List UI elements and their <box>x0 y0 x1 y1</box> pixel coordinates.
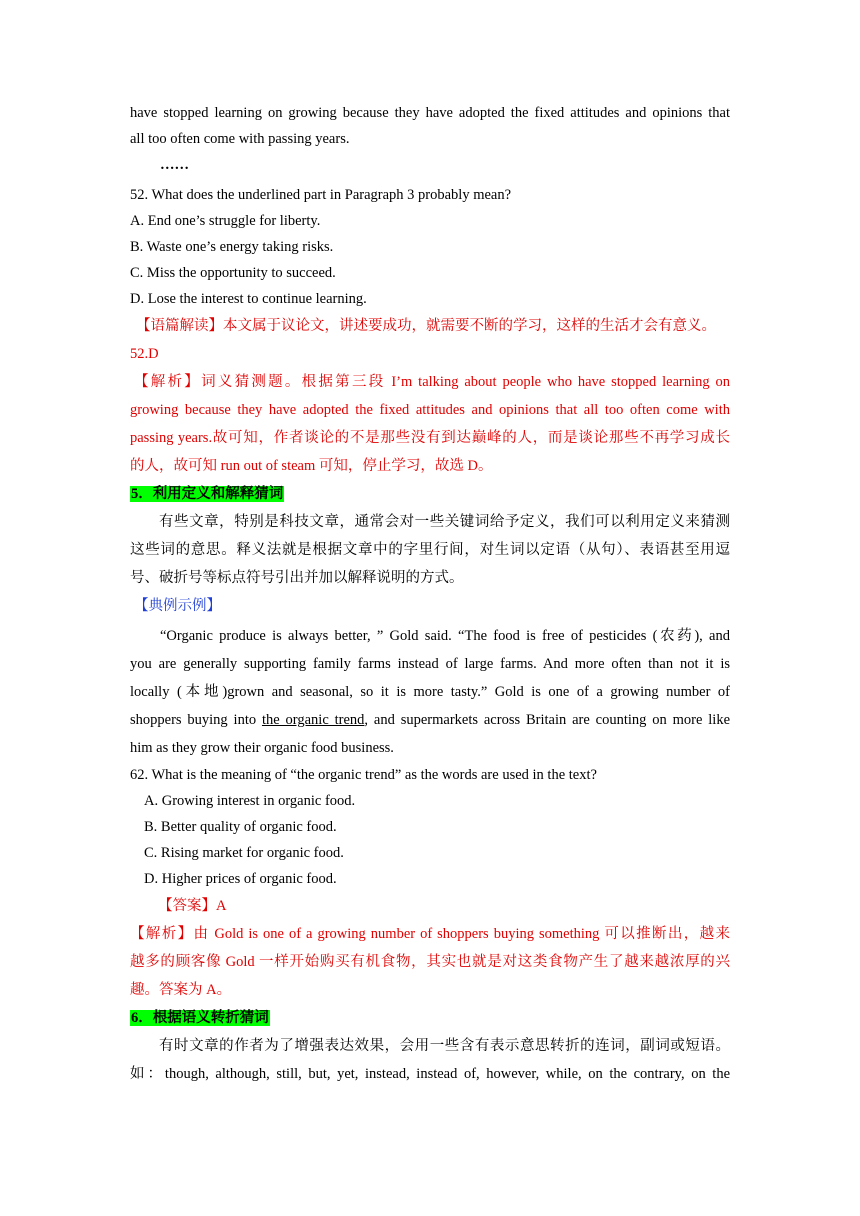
q52-analysis-line1 <box>130 368 730 396</box>
q62-option-d: D. Higher prices of organic food. <box>144 871 337 887</box>
q62-analysis-line1: 【解析】由 Gold is one of a growing number of shoppers buying something 可以推断出，越来 <box>130 926 730 942</box>
section5-para-line1: 有些文章，特别是科技文章，通常会对一些关键词给予定义，我们可以利用定义来猜测 <box>159 514 730 530</box>
example-line4-pre: shoppers buying into <box>130 712 262 728</box>
q52-question: 52. What does the underlined part in Paragraph 3 probably mean? <box>130 187 512 203</box>
q52-analysis-line2: growing because they have adopted the fixed attitudes and opinions that all too often come with <box>130 402 730 418</box>
q52-option-c: C. Miss the opportunity to succeed. <box>130 265 336 281</box>
example-line5: him as they grow their organic food business. <box>130 740 394 756</box>
q52-option-b: B. Waste one’s energy taking risks. <box>130 239 334 255</box>
reading-text: 本文属于议论文，讲述要成功，就需要不断的学习，这样的生活才会有意义。 <box>223 318 716 334</box>
example-line3: locally (本地)grown and seasonal, so it is more tasty.” Gold is one of a growing number of <box>130 684 730 700</box>
section5-heading: 5．利用定义和解释猜词 <box>131 486 284 502</box>
section6-heading: 6．根据语义转折猜词 <box>131 1010 269 1026</box>
underlined-phrase: the organic trend <box>261 712 365 728</box>
reading-label: 【语篇解读】 <box>136 318 223 334</box>
q52-answer: 52.D <box>130 346 159 362</box>
q52-reading <box>130 312 730 340</box>
q62-option-c: C. Rising market for organic food. <box>144 845 344 861</box>
section5-para-line2: 这些词的意思。释义法就是根据文章中的字里行间，对生词以定语（从句）、表语甚至用逗 <box>130 542 730 558</box>
document-page <box>130 100 730 1088</box>
q62-answer: 【答案】A <box>158 898 227 914</box>
p1-line2: all too often come with passing years. <box>130 131 350 147</box>
section6-heading-row <box>130 1004 730 1032</box>
example-line4-post: , and supermarkets across Britain are counting on more like <box>364 712 731 728</box>
q62-option-b: B. Better quality of organic food. <box>144 819 337 835</box>
section6-para-line1: 有时文章的作者为了增强表达效果，会用一些含有表示意思转折的连词，副词或短语。 <box>159 1038 730 1054</box>
p1-line1: have stopped learning on growing because they have adopted the fixed attitudes and opinions that <box>130 105 730 121</box>
q62-option-a: A. Growing interest in organic food. <box>144 793 356 809</box>
example-line1: “Organic produce is always better, ” Gold said. “The food is free of pesticides (农药), and <box>160 628 730 644</box>
q52-option-a: A. End one’s struggle for liberty. <box>130 213 321 229</box>
q62-question: 62. What is the meaning of “the organic trend” as the words are used in the text? <box>130 767 597 783</box>
section5-para-line3: 号、破折号等标点符号引出并加以解释说明的方式。 <box>130 570 464 586</box>
ellipsis: …… <box>160 157 189 173</box>
q62-analysis-line3: 趣。答案为 A。 <box>130 982 232 998</box>
q52-analysis-line3: passing years.故可知，作者谈论的不是那些没有到达巅峰的人，而是谈论那些不再学习成长 <box>130 430 730 446</box>
example-label: 【典例示例】 <box>134 598 221 614</box>
section5-heading-row <box>130 480 730 508</box>
analysis-label: 【解析】 <box>134 374 202 390</box>
analysis-text: 词义猜测题。根据第三段 I’m talking about people who have stopped learning on <box>201 374 731 390</box>
q52-option-d: D. Lose the interest to continue learning. <box>130 291 367 307</box>
q62-analysis-line2: 越多的顾客像 Gold 一样开始购买有机食物，其实也就是对这类食物产生了越来越浓厚的兴 <box>130 954 730 970</box>
example-line4 <box>130 706 730 734</box>
example-line2: you are generally supporting family farms instead of large farms. And more often than not it is <box>130 656 730 672</box>
q52-analysis-line4: 的人，故可知 run out of steam 可知，停止学习，故选 D。 <box>130 458 493 474</box>
section6-para-line2: 如：though, although, still, but, yet, instead, instead of, however, while, on the contrary, on the <box>130 1066 730 1082</box>
